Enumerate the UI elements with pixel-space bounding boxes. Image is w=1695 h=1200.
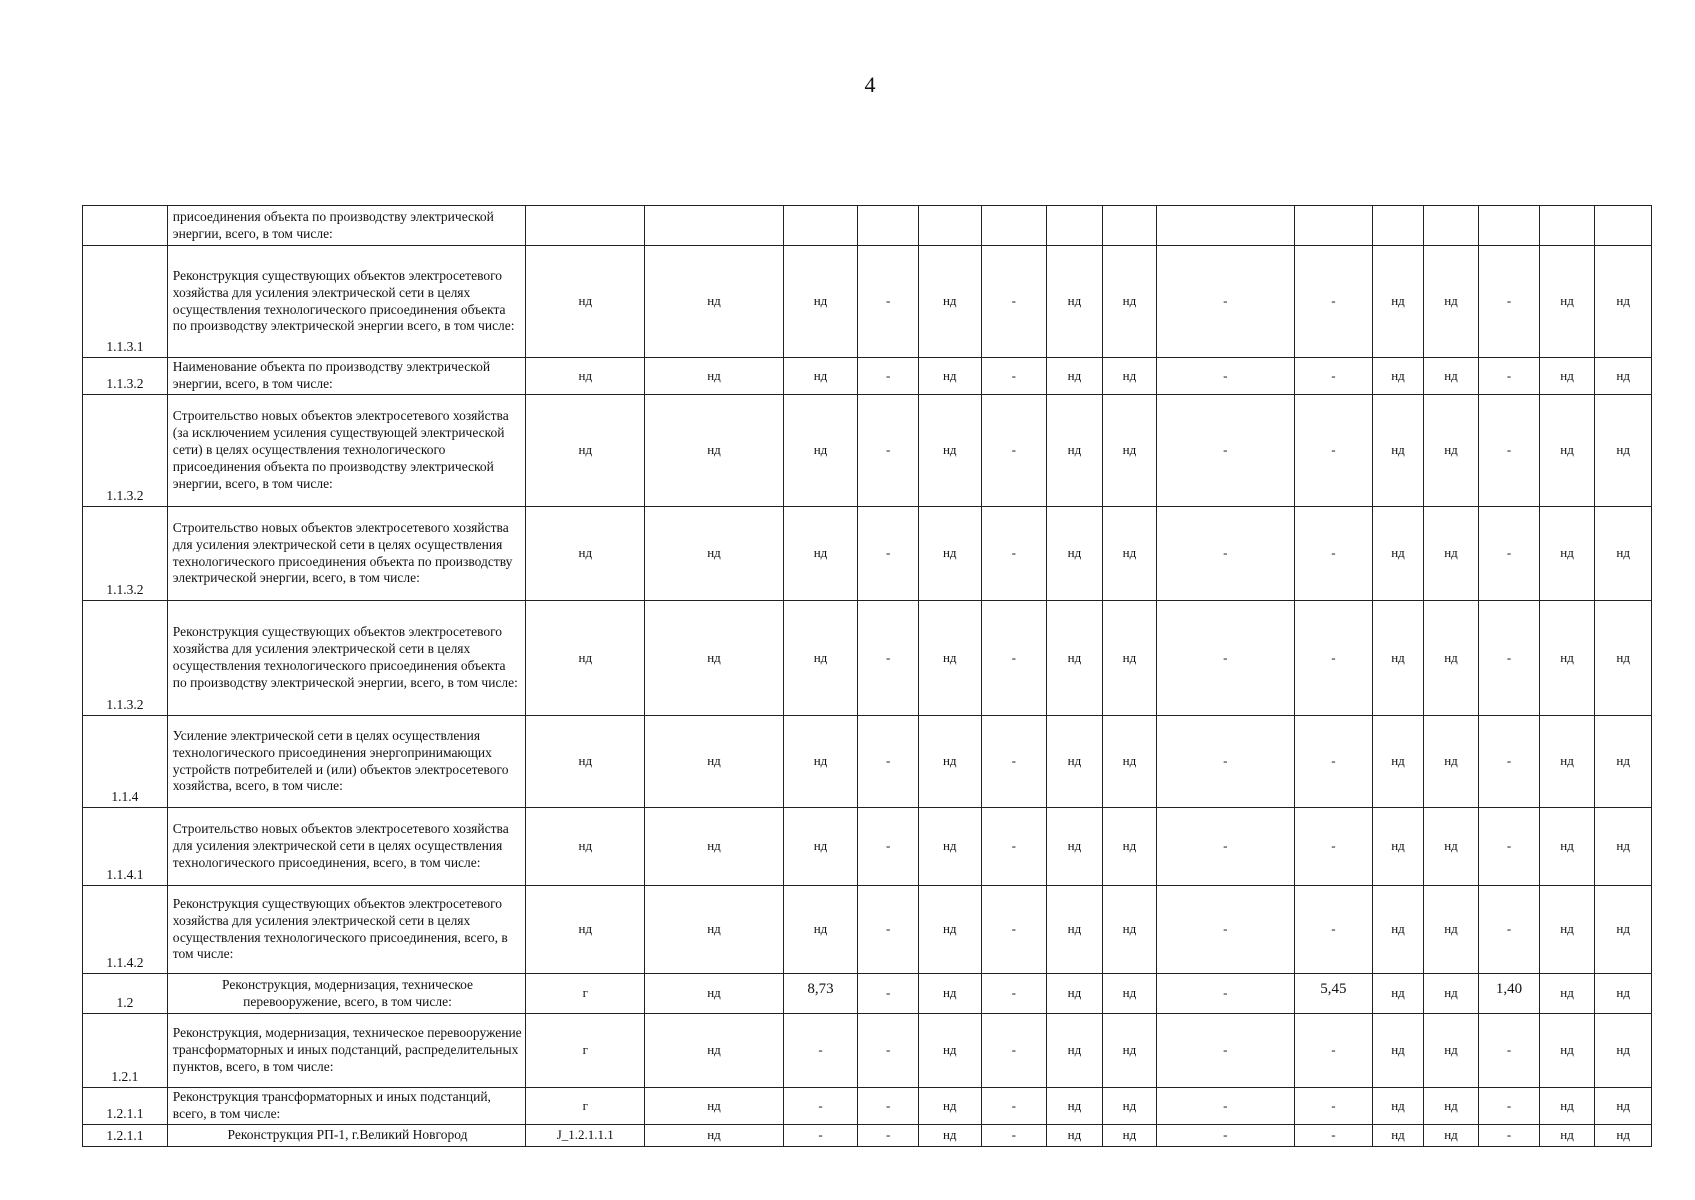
row-code: 1.1.3.2 xyxy=(83,358,168,395)
cell-value: 5,45 xyxy=(1294,974,1373,1014)
cell-value: нд xyxy=(1595,1088,1652,1125)
cell-value: - xyxy=(981,246,1047,358)
cell-value: - xyxy=(858,395,919,507)
cell-value: нд xyxy=(1102,886,1157,974)
cell-value: нд xyxy=(1423,1088,1479,1125)
cell-value: - xyxy=(1479,601,1540,716)
cell-value: - xyxy=(1479,1088,1540,1125)
cell-value: - xyxy=(981,507,1047,601)
cell-value: нд xyxy=(1047,1125,1103,1147)
cell-value: нд xyxy=(783,358,858,395)
cell-value: нд xyxy=(1595,974,1652,1014)
cell-value: - xyxy=(858,246,919,358)
cell-value: нд xyxy=(645,601,783,716)
row-name: присоединения объекта по производству электрической энергии, всего, в том числе: xyxy=(167,206,525,246)
cell-value: - xyxy=(981,808,1047,886)
cell-value: нд xyxy=(1047,601,1103,716)
cell-value: - xyxy=(1157,1088,1294,1125)
cell-value: - xyxy=(1294,601,1373,716)
cell-value: - xyxy=(981,395,1047,507)
cell-value: нд xyxy=(1047,1088,1103,1125)
cell-value: нд xyxy=(1595,246,1652,358)
cell-value: нд xyxy=(645,716,783,808)
cell-value: - xyxy=(858,507,919,601)
cell-value: нд xyxy=(1423,808,1479,886)
cell-value: нд xyxy=(526,358,645,395)
row-name: Строительство новых объектов электросетевого хозяйства (за исключением усиления существующей электрической сети) в целях осуществления технологического присоединения объекта по производству электрической энергии, всего, в том числе: xyxy=(167,395,525,507)
row-name: Реконструкция РП-1, г.Великий Новгород xyxy=(167,1125,525,1147)
cell-value xyxy=(918,206,981,246)
cell-value: J_1.2.1.1.1 xyxy=(526,1125,645,1147)
cell-value: нд xyxy=(1102,808,1157,886)
cell-value: - xyxy=(1479,246,1540,358)
row-name: Реконструкция существующих объектов электросетевого хозяйства для усиления электрической сети в целях осуществления технологического присоединения, всего, в том числе: xyxy=(167,886,525,974)
cell-value: - xyxy=(981,358,1047,395)
cell-value: нд xyxy=(918,1125,981,1147)
cell-value: - xyxy=(1479,716,1540,808)
cell-value: нд xyxy=(1423,601,1479,716)
row-code: 1.2.1.1 xyxy=(83,1125,168,1147)
cell-value: нд xyxy=(1539,1014,1595,1088)
cell-value: нд xyxy=(1047,246,1103,358)
cell-value: - xyxy=(981,716,1047,808)
cell-value: - xyxy=(1294,507,1373,601)
cell-value: нд xyxy=(783,886,858,974)
cell-value: - xyxy=(858,358,919,395)
cell-value: нд xyxy=(1373,507,1423,601)
cell-value: нд xyxy=(783,246,858,358)
cell-value: нд xyxy=(1539,601,1595,716)
cell-value: нд xyxy=(1539,974,1595,1014)
cell-value: нд xyxy=(1373,395,1423,507)
cell-value: нд xyxy=(1047,808,1103,886)
cell-value: нд xyxy=(1373,1088,1423,1125)
cell-value: нд xyxy=(1595,601,1652,716)
cell-value: нд xyxy=(1102,1125,1157,1147)
cell-value: нд xyxy=(1539,886,1595,974)
cell-value: нд xyxy=(1539,358,1595,395)
cell-value: - xyxy=(1294,716,1373,808)
row-name: Строительство новых объектов электросетевого хозяйства для усиления электрической сети в целях осуществления технологического присоединения объекта по производству электрической энергии, всего, в том числе: xyxy=(167,507,525,601)
cell-value: - xyxy=(981,886,1047,974)
cell-value: - xyxy=(1294,808,1373,886)
cell-value: нд xyxy=(918,395,981,507)
cell-value: нд xyxy=(526,808,645,886)
cell-value: - xyxy=(858,886,919,974)
cell-value: - xyxy=(858,1125,919,1147)
cell-value: - xyxy=(1157,716,1294,808)
cell-value: - xyxy=(981,974,1047,1014)
cell-value: нд xyxy=(645,886,783,974)
cell-value: нд xyxy=(1373,886,1423,974)
row-code: 1.2.1 xyxy=(83,1014,168,1088)
cell-value: нд xyxy=(1102,974,1157,1014)
cell-value: нд xyxy=(1373,974,1423,1014)
cell-value: нд xyxy=(783,507,858,601)
cell-value xyxy=(858,206,919,246)
cell-value: нд xyxy=(645,808,783,886)
cell-value: нд xyxy=(1373,601,1423,716)
cell-value: нд xyxy=(1595,716,1652,808)
cell-value xyxy=(645,206,783,246)
cell-value: нд xyxy=(1423,358,1479,395)
cell-value: нд xyxy=(1102,1088,1157,1125)
page-number: 4 xyxy=(864,72,876,97)
cell-value xyxy=(526,206,645,246)
row-name: Реконструкция существующих объектов электросетевого хозяйства для усиления электрической сети в целях осуществления технологического присоединения объекта по производству электрической энергии, всего, в том числе: xyxy=(167,601,525,716)
cell-value xyxy=(1595,206,1652,246)
cell-value: нд xyxy=(1373,358,1423,395)
row-code: 1.1.3.1 xyxy=(83,246,168,358)
row-code: 1.1.3.2 xyxy=(83,395,168,507)
cell-value: нд xyxy=(918,1088,981,1125)
cell-value: нд xyxy=(1047,358,1103,395)
cell-value: - xyxy=(1294,246,1373,358)
cell-value: нд xyxy=(526,246,645,358)
cell-value: - xyxy=(1294,1088,1373,1125)
cell-value: нд xyxy=(645,1088,783,1125)
cell-value: нд xyxy=(645,358,783,395)
cell-value: нд xyxy=(1595,886,1652,974)
cell-value: нд xyxy=(918,808,981,886)
row-code: 1.2 xyxy=(83,974,168,1014)
cell-value: нд xyxy=(1539,716,1595,808)
cell-value: - xyxy=(1294,886,1373,974)
cell-value: - xyxy=(1479,1125,1540,1147)
row-name: Реконструкция трансформаторных и иных подстанций, всего, в том числе: xyxy=(167,1088,525,1125)
cell-value: - xyxy=(1479,1014,1540,1088)
cell-value: нд xyxy=(1423,1125,1479,1147)
cell-value: - xyxy=(783,1014,858,1088)
cell-value: г xyxy=(526,974,645,1014)
cell-value: нд xyxy=(918,716,981,808)
cell-value: нд xyxy=(1539,246,1595,358)
cell-value: нд xyxy=(1373,246,1423,358)
table-row xyxy=(83,1088,1652,1125)
cell-value: нд xyxy=(1102,716,1157,808)
cell-value: нд xyxy=(1047,507,1103,601)
cell-value: нд xyxy=(1595,808,1652,886)
cell-value: - xyxy=(858,716,919,808)
cell-value xyxy=(981,206,1047,246)
row-code: 1.1.3.2 xyxy=(83,507,168,601)
cell-value: - xyxy=(1294,1014,1373,1088)
table-row xyxy=(83,886,1652,974)
table-row xyxy=(83,974,1652,1014)
cell-value: нд xyxy=(1102,507,1157,601)
cell-value: 1,40 xyxy=(1479,974,1540,1014)
cell-value: нд xyxy=(1102,601,1157,716)
cell-value: нд xyxy=(526,507,645,601)
cell-value: - xyxy=(783,1088,858,1125)
cell-value: нд xyxy=(1539,1088,1595,1125)
cell-value: нд xyxy=(783,395,858,507)
cell-value: нд xyxy=(645,246,783,358)
cell-value: нд xyxy=(918,1014,981,1088)
cell-value: - xyxy=(981,1125,1047,1147)
cell-value: нд xyxy=(1423,246,1479,358)
cell-value: - xyxy=(1157,808,1294,886)
cell-value: нд xyxy=(1373,808,1423,886)
cell-value: нд xyxy=(918,358,981,395)
cell-value: нд xyxy=(1373,1125,1423,1147)
row-code xyxy=(83,206,168,246)
row-name: Наименование объекта по производству электрической энергии, всего, в том числе: xyxy=(167,358,525,395)
cell-value: нд xyxy=(1539,507,1595,601)
cell-value: нд xyxy=(1539,1125,1595,1147)
cell-value: нд xyxy=(1373,1014,1423,1088)
cell-value: нд xyxy=(1373,716,1423,808)
cell-value: - xyxy=(1479,507,1540,601)
cell-value: - xyxy=(858,974,919,1014)
cell-value: 8,73 xyxy=(783,974,858,1014)
row-code: 1.1.4.1 xyxy=(83,808,168,886)
row-name: Реконструкция существующих объектов электросетевого хозяйства для усиления электрической сети в целях осуществления технологического присоединения объекта по производству электрической энергии всего, в том числе: xyxy=(167,246,525,358)
cell-value: - xyxy=(981,601,1047,716)
cell-value: нд xyxy=(1539,395,1595,507)
cell-value: - xyxy=(858,1014,919,1088)
cell-value: нд xyxy=(1423,395,1479,507)
cell-value: нд xyxy=(1595,1125,1652,1147)
cell-value: нд xyxy=(1102,358,1157,395)
cell-value: нд xyxy=(526,886,645,974)
row-code: 1.2.1.1 xyxy=(83,1088,168,1125)
cell-value: нд xyxy=(1102,395,1157,507)
cell-value: нд xyxy=(1423,974,1479,1014)
cell-value: нд xyxy=(918,507,981,601)
table-row xyxy=(83,1125,1652,1147)
cell-value: нд xyxy=(1102,246,1157,358)
cell-value: - xyxy=(783,1125,858,1147)
cell-value xyxy=(1294,206,1373,246)
cell-value: нд xyxy=(918,974,981,1014)
row-name: Реконструкция, модернизация, техническое перевооружение, всего, в том числе: xyxy=(167,974,525,1014)
table-row xyxy=(83,507,1652,601)
table-row xyxy=(83,808,1652,886)
cell-value: нд xyxy=(783,601,858,716)
cell-value: нд xyxy=(1539,808,1595,886)
table-row xyxy=(83,601,1652,716)
cell-value: нд xyxy=(1595,1014,1652,1088)
cell-value: - xyxy=(1479,395,1540,507)
cell-value: - xyxy=(1157,974,1294,1014)
cell-value: - xyxy=(858,808,919,886)
cell-value: нд xyxy=(1102,1014,1157,1088)
cell-value: - xyxy=(1157,507,1294,601)
cell-value: нд xyxy=(1047,886,1103,974)
cell-value: - xyxy=(1157,886,1294,974)
cell-value xyxy=(1423,206,1479,246)
cell-value xyxy=(1373,206,1423,246)
cell-value: - xyxy=(858,601,919,716)
cell-value: нд xyxy=(1423,886,1479,974)
cell-value: - xyxy=(1479,358,1540,395)
cell-value: - xyxy=(858,1088,919,1125)
cell-value: нд xyxy=(526,716,645,808)
table-body xyxy=(83,206,1652,1147)
table-row xyxy=(83,395,1652,507)
cell-value: нд xyxy=(645,395,783,507)
cell-value: нд xyxy=(1595,507,1652,601)
table-row xyxy=(83,716,1652,808)
cell-value: нд xyxy=(1047,716,1103,808)
row-code: 1.1.3.2 xyxy=(83,601,168,716)
cell-value: нд xyxy=(918,601,981,716)
cell-value: нд xyxy=(1047,974,1103,1014)
cell-value: - xyxy=(1294,395,1373,507)
cell-value xyxy=(1479,206,1540,246)
row-name: Усиление электрической сети в целях осуществления технологического присоединения энергопринимающих устройств потребителей и (или) объектов электросетевого хозяйства, всего, в том числе: xyxy=(167,716,525,808)
cell-value: - xyxy=(981,1088,1047,1125)
cell-value: нд xyxy=(645,507,783,601)
cell-value xyxy=(1102,206,1157,246)
cell-value: нд xyxy=(645,974,783,1014)
cell-value: - xyxy=(1294,1125,1373,1147)
cell-value: нд xyxy=(1595,358,1652,395)
row-name: Реконструкция, модернизация, техническое перевооружение трансформаторных и иных подстанций, распределительных пунктов, всего, в том числе: xyxy=(167,1014,525,1088)
cell-value: - xyxy=(1157,395,1294,507)
cell-value: - xyxy=(1479,808,1540,886)
cell-value: нд xyxy=(1047,1014,1103,1088)
cell-value: нд xyxy=(1423,507,1479,601)
cell-value: нд xyxy=(526,601,645,716)
cell-value xyxy=(783,206,858,246)
row-code: 1.1.4 xyxy=(83,716,168,808)
cell-value: нд xyxy=(1423,1014,1479,1088)
cell-value: нд xyxy=(918,886,981,974)
table-row xyxy=(83,1014,1652,1088)
row-code: 1.1.4.2 xyxy=(83,886,168,974)
data-table xyxy=(82,205,1652,1147)
cell-value: нд xyxy=(645,1125,783,1147)
cell-value xyxy=(1157,206,1294,246)
cell-value xyxy=(1539,206,1595,246)
cell-value: нд xyxy=(645,1014,783,1088)
table-row xyxy=(83,206,1652,246)
cell-value: - xyxy=(1157,1125,1294,1147)
cell-value: нд xyxy=(1595,395,1652,507)
table-row xyxy=(83,358,1652,395)
table-row xyxy=(83,246,1652,358)
cell-value: нд xyxy=(1423,716,1479,808)
cell-value: нд xyxy=(783,716,858,808)
cell-value: нд xyxy=(783,808,858,886)
cell-value: - xyxy=(1157,358,1294,395)
row-name: Строительство новых объектов электросетевого хозяйства для усиления электрической сети в целях осуществления технологического присоединения, всего, в том числе: xyxy=(167,808,525,886)
cell-value: нд xyxy=(1047,395,1103,507)
cell-value: - xyxy=(1157,246,1294,358)
cell-value: - xyxy=(1157,601,1294,716)
cell-value: - xyxy=(981,1014,1047,1088)
cell-value: - xyxy=(1479,886,1540,974)
cell-value: г xyxy=(526,1014,645,1088)
cell-value: - xyxy=(1157,1014,1294,1088)
cell-value: - xyxy=(1294,358,1373,395)
cell-value: г xyxy=(526,1088,645,1125)
cell-value xyxy=(1047,206,1103,246)
cell-value: нд xyxy=(918,246,981,358)
cell-value: нд xyxy=(526,395,645,507)
